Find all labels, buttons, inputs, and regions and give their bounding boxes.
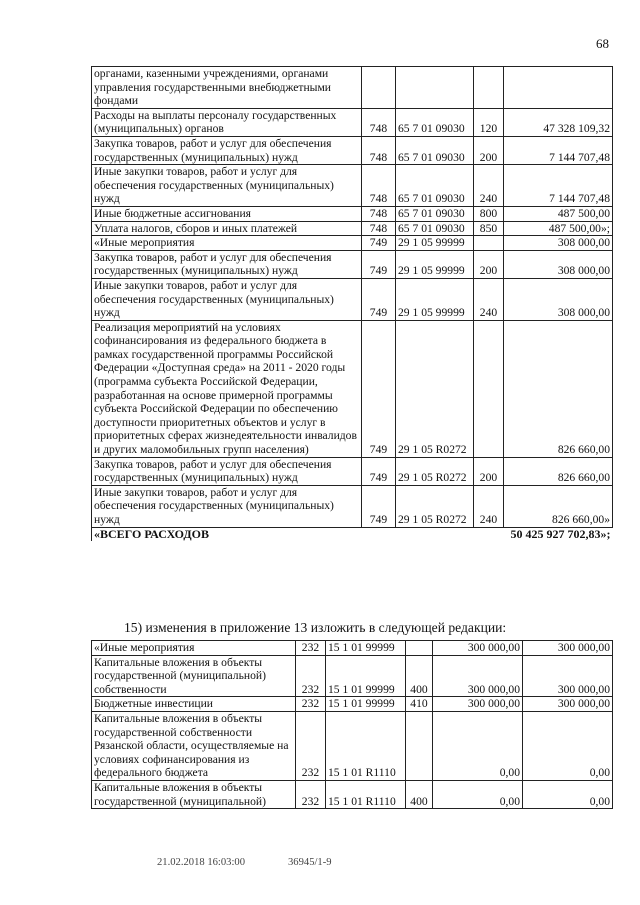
row-target-article: 15 1 01 99999	[326, 697, 406, 712]
row-amount: 308 000,00	[504, 250, 613, 278]
table-row	[92, 711, 613, 780]
row-amount-year2: 0,00	[523, 711, 613, 780]
row-expense-type: 240	[474, 165, 504, 207]
row-expense-type	[474, 236, 504, 251]
row-description: Бюджетные инвестиции	[92, 697, 296, 712]
table-row	[92, 278, 613, 320]
row-target-article: 29 1 05 R0272	[396, 485, 474, 527]
row-amount: 308 000,00	[504, 236, 613, 251]
row-target-article: 29 1 05 99999	[396, 278, 474, 320]
row-amount: 487 500,00»;	[504, 221, 613, 236]
row-expense-type	[474, 320, 504, 457]
row-admin-code: 232	[296, 780, 326, 808]
row-target-article: 65 7 01 09030	[396, 108, 474, 136]
row-amount-year2: 300 000,00	[523, 655, 613, 697]
table-row	[92, 641, 613, 656]
table-row	[92, 136, 613, 164]
row-amount-year1: 300 000,00	[433, 655, 523, 697]
row-target-article: 15 1 01 99999	[326, 641, 406, 656]
table-row	[92, 250, 613, 278]
row-admin-code: 232	[296, 641, 326, 656]
row-admin-code: 749	[362, 457, 396, 485]
row-expense-type: 410	[406, 697, 433, 712]
row-description: Уплата налогов, сборов и иных платежей	[92, 221, 362, 236]
row-target-article: 65 7 01 09030	[396, 221, 474, 236]
row-target-article: 15 1 01 R1110	[326, 711, 406, 780]
row-amount-year1: 0,00	[433, 780, 523, 808]
row-amount-year1: 300 000,00	[433, 697, 523, 712]
row-expense-type: 800	[474, 206, 504, 221]
row-admin-code: 232	[296, 697, 326, 712]
row-admin-code: 749	[362, 250, 396, 278]
table-row	[92, 67, 613, 109]
row-target-article: 29 1 05 R0272	[396, 457, 474, 485]
row-description: Иные закупки товаров, работ и услуг для обеспечения государственных (муниципальных) нужд	[92, 165, 362, 207]
row-admin-code: 748	[362, 206, 396, 221]
row-description: органами, казенными учреждениями, органами управления государственными внебюджетными фондами	[92, 67, 362, 109]
row-expense-type: 200	[474, 136, 504, 164]
row-amount: 487 500,00	[504, 206, 613, 221]
footer-doc-id: 36945/1-9	[288, 857, 332, 868]
table-row	[92, 457, 613, 485]
total-label: «ВСЕГО РАСХОДОВ	[92, 527, 504, 541]
row-admin-code: 749	[362, 236, 396, 251]
table-row	[92, 655, 613, 697]
table-row	[92, 221, 613, 236]
row-target-article: 65 7 01 09030	[396, 165, 474, 207]
row-amount: 308 000,00	[504, 278, 613, 320]
row-description: Капитальные вложения в объекты государственной собственности Рязанской области, осуществляемые на условиях софинансирования из федерального бюджета	[92, 711, 296, 780]
row-description: Закупка товаров, работ и услуг для обеспечения государственных (муниципальных) нужд	[92, 136, 362, 164]
row-amount: 826 660,00	[504, 320, 613, 457]
row-admin-code: 748	[362, 136, 396, 164]
row-admin-code: 749	[362, 485, 396, 527]
row-expense-type: 120	[474, 108, 504, 136]
row-amount-year1: 0,00	[433, 711, 523, 780]
row-admin-code: 232	[296, 655, 326, 697]
row-admin-code: 748	[362, 221, 396, 236]
row-amount	[504, 67, 613, 109]
row-expense-type: 200	[474, 457, 504, 485]
table-row	[92, 236, 613, 251]
row-admin-code: 748	[362, 165, 396, 207]
row-description: Иные закупки товаров, работ и услуг для обеспечения государственных (муниципальных) нужд	[92, 485, 362, 527]
table-row	[92, 206, 613, 221]
row-description: «Иные мероприятия	[92, 236, 362, 251]
row-expense-type: 200	[474, 250, 504, 278]
row-description: Расходы на выплаты персоналу государственных (муниципальных) органов	[92, 108, 362, 136]
row-description: Закупка товаров, работ и услуг для обеспечения государственных (муниципальных) нужд	[92, 250, 362, 278]
row-target-article: 29 1 05 99999	[396, 250, 474, 278]
row-amount: 47 328 109,32	[504, 108, 613, 136]
page-number: 68	[596, 36, 609, 51]
row-expense-type: 240	[474, 485, 504, 527]
row-description: «Иные мероприятия	[92, 641, 296, 656]
row-target-article: 29 1 05 R0272	[396, 320, 474, 457]
row-admin-code: 749	[362, 278, 396, 320]
row-amount-year1: 300 000,00	[433, 641, 523, 656]
row-expense-type: 240	[474, 278, 504, 320]
row-expense-type: 400	[406, 655, 433, 697]
row-amount-year2: 300 000,00	[523, 641, 613, 656]
row-expense-type	[406, 641, 433, 656]
row-description: Иные закупки товаров, работ и услуг для обеспечения государственных (муниципальных) нужд	[92, 278, 362, 320]
row-expense-type	[406, 711, 433, 780]
row-description: Реализация мероприятий на условиях софинансирования из федерального бюджета в рамках государственной программы Российской Федерации «Доступная среда» на 2011 - 2020 годы (программа субъекта Российской Федерации, разработанная на основе примерной программы субъекта Российской Федерации по обеспечению доступности приоритетных объектов и услуг в приоритетных сферах жизнедеятельности инвалидов и других маломобильных групп населения)	[92, 320, 362, 457]
row-target-article: 65 7 01 09030	[396, 136, 474, 164]
footer-timestamp: 21.02.2018 16:03:00	[157, 857, 245, 868]
table-row	[92, 108, 613, 136]
row-expense-type	[474, 67, 504, 109]
row-amount: 7 144 707,48	[504, 165, 613, 207]
row-target-article	[396, 67, 474, 109]
expenditure-table	[91, 66, 613, 541]
instruction-text: 15) изменения в приложение 13 изложить в следующей редакции:	[124, 620, 507, 635]
row-admin-code	[362, 67, 396, 109]
row-amount: 826 660,00	[504, 457, 613, 485]
table-row	[92, 165, 613, 207]
table-row	[92, 320, 613, 457]
row-target-article: 15 1 01 R1110	[326, 780, 406, 808]
row-admin-code: 748	[362, 108, 396, 136]
table-row	[92, 780, 613, 808]
row-amount-year2: 0,00	[523, 780, 613, 808]
total-row	[92, 527, 613, 541]
row-description: Капитальные вложения в объекты государственной (муниципальной)	[92, 780, 296, 808]
row-target-article: 65 7 01 09030	[396, 206, 474, 221]
row-description: Иные бюджетные ассигнования	[92, 206, 362, 221]
row-admin-code: 232	[296, 711, 326, 780]
row-target-article: 29 1 05 99999	[396, 236, 474, 251]
appendix-13-table	[91, 640, 613, 809]
row-description: Капитальные вложения в объекты государственной (муниципальной) собственности	[92, 655, 296, 697]
row-target-article: 15 1 01 99999	[326, 655, 406, 697]
row-expense-type: 400	[406, 780, 433, 808]
row-admin-code: 749	[362, 320, 396, 457]
total-amount: 50 425 927 702,83»;	[504, 527, 613, 541]
row-description: Закупка товаров, работ и услуг для обеспечения государственных (муниципальных) нужд	[92, 457, 362, 485]
table-row	[92, 485, 613, 527]
row-expense-type: 850	[474, 221, 504, 236]
row-amount-year2: 300 000,00	[523, 697, 613, 712]
row-amount: 826 660,00»	[504, 485, 613, 527]
row-amount: 7 144 707,48	[504, 136, 613, 164]
table-row	[92, 697, 613, 712]
